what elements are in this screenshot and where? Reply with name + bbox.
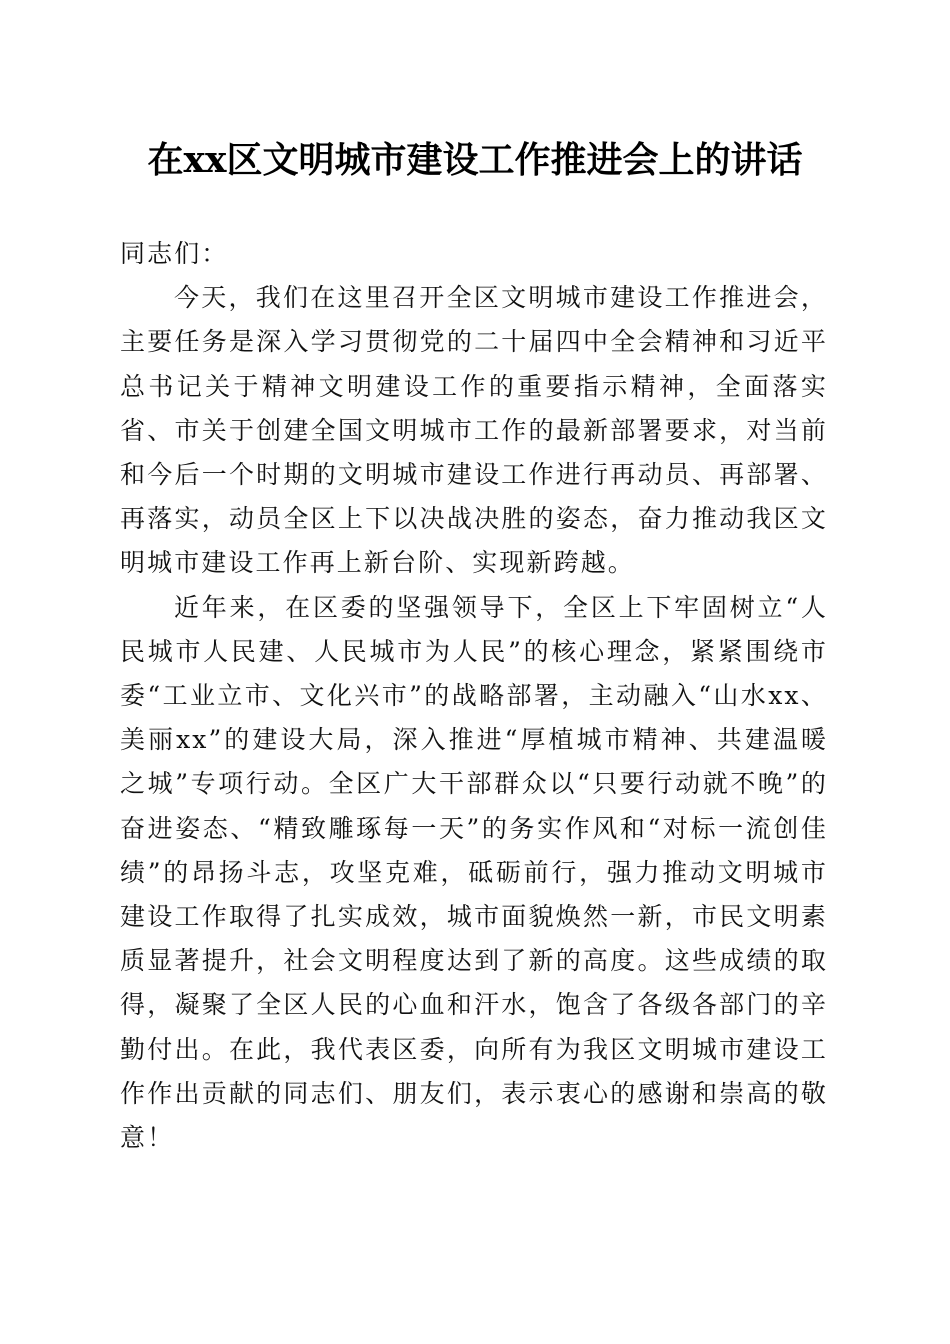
document-title: 在xx区文明城市建设工作推进会上的讲话: [147, 139, 803, 181]
document-body: [120, 232, 828, 1160]
paragraph-achievements: 近年来，在区委的坚强领导下，全区上下牢固树立“人民城市人民建、人民城市为人民”的核心理念，紧紧围绕市委“工业立市、文化兴市”的战略部署，主动融入“山水xx、美丽xx”的建设大局，深入推进“厚植城市精神、共建温暖之城”专项行动。全区广大干部群众以“只要行动就不晚”的奋进姿态、“精致雕琢每一天”的务实作风和“对标一流创佳绩”的昂扬斗志，攻坚克难，砥砺前行，强力推动文明城市建设工作取得了扎实成效，城市面貌焕然一新，市民文明素质显著提升，社会文明程度达到了新的高度。这些成绩的取得，凝聚了全区人民的心血和汗水，饱含了各级各部门的辛勤付出。在此，我代表区委，向所有为我区文明城市建设工作作出贡献的同志们、朋友们，表示衷心的感谢和崇高的敬意！: [120, 592, 828, 1153]
paragraph-opening: 今天，我们在这里召开全区文明城市建设工作推进会，主要任务是深入学习贯彻党的二十届四中全会精神和习近平总书记关于精神文明建设工作的重要指示精神，全面落实省、市关于创建全国文明城市工作的最新部署要求，对当前和今后一个时期的文明城市建设工作进行再动员、再部署、再落实，动员全区上下以决战决胜的姿态，奋力推动我区文明城市建设工作再上新台阶、实现新跨越。: [120, 283, 828, 578]
salutation: 同志们：: [120, 239, 229, 268]
